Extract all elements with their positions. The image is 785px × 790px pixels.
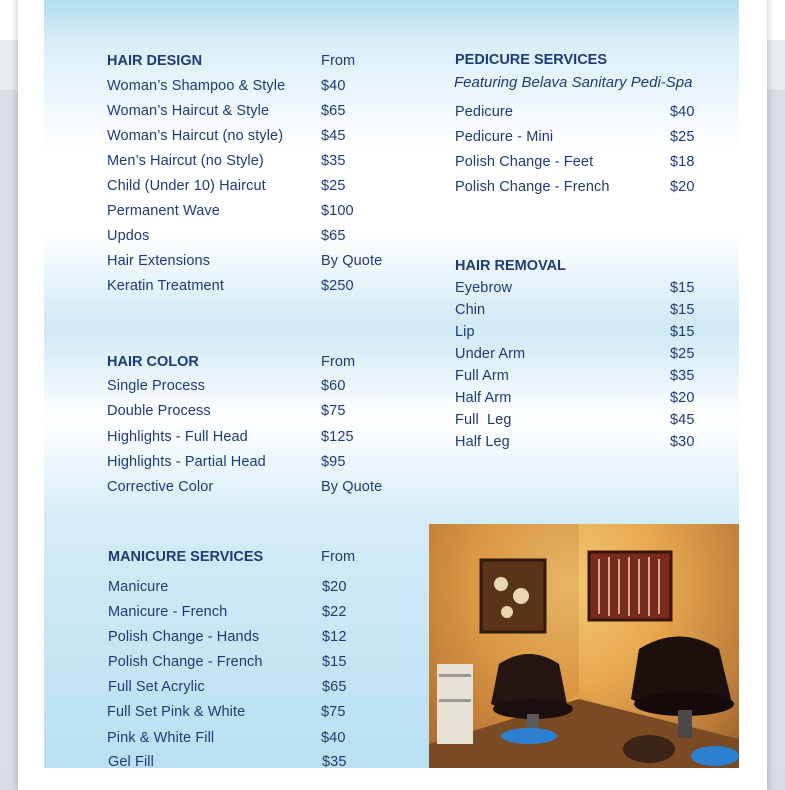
menu-item-name: Woman’s Haircut & Style xyxy=(107,103,270,119)
hair-color-heading: HAIR COLOR xyxy=(107,354,199,370)
menu-item-name: Corrective Color xyxy=(107,479,214,495)
menu-item-name: Manicure - French xyxy=(108,604,228,620)
menu-item-price: $15 xyxy=(322,654,347,670)
menu-item-price: $45 xyxy=(670,412,695,428)
menu-item-price: $250 xyxy=(321,278,354,294)
menu-item-price: By Quote xyxy=(321,479,383,495)
menu-item-price: $40 xyxy=(321,78,346,94)
salon-photo xyxy=(429,524,739,768)
price-menu-image xyxy=(44,0,739,768)
menu-item-price: $25 xyxy=(670,129,695,145)
menu-item-price: $100 xyxy=(321,203,354,219)
menu-item-name: Polish Change - Feet xyxy=(455,154,594,170)
menu-item-price: $30 xyxy=(670,434,695,450)
menu-item-price: $20 xyxy=(670,179,695,195)
menu-item-price: By Quote xyxy=(321,253,383,269)
menu-item-price: $45 xyxy=(321,128,346,144)
menu-item-price: $65 xyxy=(322,679,347,695)
menu-item-price: $65 xyxy=(321,228,346,244)
menu-item-name: Men’s Haircut (no Style) xyxy=(107,153,264,169)
menu-item-name: Polish Change - French xyxy=(108,654,263,670)
menu-item-name: Woman’s Shampoo & Style xyxy=(107,78,286,94)
menu-item-price: $65 xyxy=(321,103,346,119)
hair-design-heading: HAIR DESIGN xyxy=(107,53,203,69)
menu-item-name: Woman’s Haircut (no style) xyxy=(107,128,284,144)
menu-item-name: Polish Change - French xyxy=(455,179,610,195)
hair-design-from-label: From xyxy=(321,53,356,69)
menu-item-name: Full Leg xyxy=(455,412,512,428)
menu-item-price: $35 xyxy=(322,754,347,768)
menu-item-name: Single Process xyxy=(107,378,206,394)
menu-item-name: Half Arm xyxy=(455,390,512,406)
pedicure-subtitle: Featuring Belava Sanitary Pedi-Spa xyxy=(454,74,693,91)
hair-removal-heading: HAIR REMOVAL xyxy=(455,258,566,274)
menu-item-name: Chin xyxy=(455,302,486,318)
menu-item-price: $125 xyxy=(321,429,354,445)
menu-item-price: $25 xyxy=(670,346,695,362)
menu-item-name: Pink & White Fill xyxy=(107,730,215,746)
menu-item-price: $18 xyxy=(670,154,695,170)
menu-item-price: $22 xyxy=(322,604,347,620)
manicure-heading: MANICURE SERVICES xyxy=(108,549,264,565)
menu-item-price: $12 xyxy=(322,629,347,645)
menu-item-name: Eyebrow xyxy=(455,280,513,296)
menu-item-price: $75 xyxy=(321,704,346,720)
menu-item-name: Highlights - Full Head xyxy=(107,429,248,445)
menu-item-price: $15 xyxy=(670,324,695,340)
menu-item-name: Manicure xyxy=(108,579,169,595)
menu-item-price: $15 xyxy=(670,280,695,296)
menu-item-price: $35 xyxy=(670,368,695,384)
manicure-from-label: From xyxy=(321,549,356,565)
menu-item-price: $60 xyxy=(321,378,346,394)
menu-item-price: $95 xyxy=(321,454,346,470)
menu-item-name: Permanent Wave xyxy=(107,203,220,219)
menu-item-name: Hair Extensions xyxy=(107,253,211,269)
menu-item-name: Pedicure - Mini xyxy=(455,129,554,145)
menu-item-name: Keratin Treatment xyxy=(107,278,224,294)
menu-item-name: Gel Fill xyxy=(108,754,154,768)
menu-item-price: $40 xyxy=(670,104,695,120)
menu-item-name: Child (Under 10) Haircut xyxy=(107,178,266,194)
salon-pedicure-room-photo-icon xyxy=(429,524,739,768)
menu-item-price: $40 xyxy=(321,730,346,746)
menu-item-price: $35 xyxy=(321,153,346,169)
menu-item-price: $20 xyxy=(322,579,347,595)
menu-item-price: $75 xyxy=(321,403,346,419)
menu-item-name: Full Arm xyxy=(455,368,509,384)
menu-item-price: $15 xyxy=(670,302,695,318)
menu-item-name: Double Process xyxy=(107,403,211,419)
hair-color-from-label: From xyxy=(321,354,356,370)
menu-item-name: Pedicure xyxy=(455,104,514,120)
pedicure-heading: PEDICURE SERVICES xyxy=(455,52,608,68)
menu-item-name: Full Set Acrylic xyxy=(108,679,205,695)
menu-item-name: Highlights - Partial Head xyxy=(107,454,266,470)
menu-item-price: $25 xyxy=(321,178,346,194)
menu-item-price: $20 xyxy=(670,390,695,406)
menu-item-name: Updos xyxy=(107,228,150,244)
menu-item-name: Half Leg xyxy=(455,434,510,450)
menu-item-name: Lip xyxy=(455,324,475,340)
menu-item-name: Under Arm xyxy=(455,346,526,362)
menu-item-name: Polish Change - Hands xyxy=(108,629,260,645)
menu-item-name: Full Set Pink & White xyxy=(107,704,246,720)
